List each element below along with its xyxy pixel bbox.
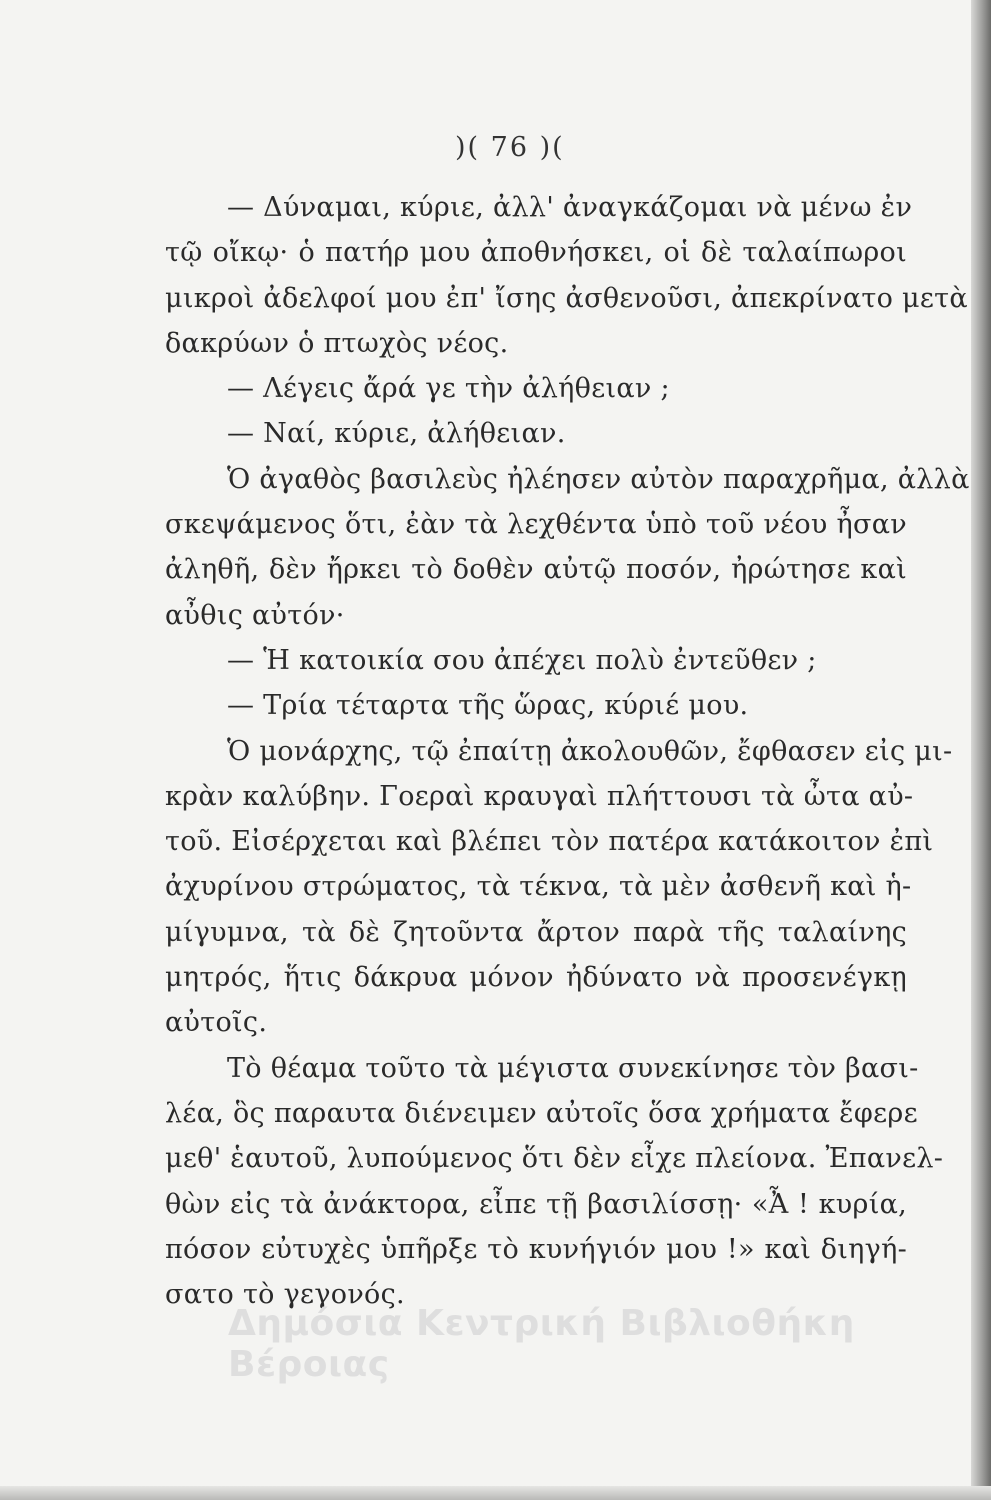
text-line: — Δύναμαι, κύριε, ἀλλ' ἀναγκάζομαι νὰ μένω ἐν [227, 192, 913, 223]
text-line: Τὸ θέαμα τοῦτο τὰ μέγιστα συνεκίνησε τὸν βασι- [227, 1052, 919, 1084]
text-line: ἀληθῆ, δὲν ἤρκει τὸ δοθὲν αὐτῷ ποσόν, ἠρώτησε καὶ [165, 554, 907, 586]
body-text [165, 185, 970, 1317]
text-line: λέα, ὃς παραυτα διένειμεν αὐτοῖς ὅσα χρήματα ἔφερε [165, 1097, 918, 1129]
text-line: μητρός, ἥτις δάκρυα μόνον ἠδύνατο νὰ προσενέγκῃ [165, 962, 907, 994]
text-line: τῷ οἴκῳ· ὁ πατήρ μου ἀποθνήσκει, οἱ δὲ ταλαίπωροι [165, 237, 907, 269]
text-line: σκεψάμενος ὅτι, ἐὰν τὰ λεχθέντα ὑπὸ τοῦ νέου ἦσαν [165, 509, 907, 541]
page-bottom-edge [0, 1486, 991, 1500]
text-line: μεθ' ἑαυτοῦ, λυπούμενος ὅτι δὲν εἶχε πλείονα. Ἐπανελ- [165, 1143, 944, 1175]
library-watermark: Δημόσια Κεντρική Βιβλιοθήκη Βέροιας [228, 1303, 855, 1385]
page-edge-shadow [971, 0, 991, 1500]
text-line: — Λέγεις ἄρά γε τὴν ἀλήθειαν ; [227, 373, 670, 405]
text-line: — Ἡ κατοικία σου ἀπέχει πολὺ ἐντεῦθεν ; [227, 644, 817, 676]
text-line: μικροὶ ἀδελφοί μου ἐπ' ἴσης ἀσθενοῦσι, ἀπεκρίνατο μετὰ [165, 282, 968, 314]
text-line: αὖθις αὐτόν· [165, 599, 345, 631]
text-line: θὼν εἰς τὰ ἀνάκτορα, εἶπε τῇ βασιλίσσῃ· «Ἆ ! κυρία, [165, 1188, 907, 1220]
text-line: — Τρία τέταρτα τῆς ὥρας, κύριέ μου. [227, 690, 749, 722]
text-line: πόσον εὐτυχὲς ὑπῆρξε τὸ κυνήγιόν μου !» καὶ διηγή- [165, 1233, 907, 1265]
text-line: δακρύων ὁ πτωχὸς νέος. [165, 327, 509, 359]
text-line: Ὁ μονάρχης, τῷ ἐπαίτῃ ἀκολουθῶν, ἔφθασεν εἰς μι- [227, 735, 953, 767]
text-line: ἀχυρίνου στρώματος, τὰ τέκνα, τὰ μὲν ἀσθενῆ καὶ ἡ- [165, 871, 912, 903]
text-line: μίγυμνα, τὰ δὲ ζητοῦντα ἄρτον παρὰ τῆς ταλαίνης [165, 916, 907, 948]
text-line: τοῦ. Εἰσέρχεται καὶ βλέπει τὸν πατέρα κατάκοιτον ἐπὶ [165, 826, 934, 858]
text-line: Ὁ ἀγαθὸς βασιλεὺς ἠλέησεν αὐτὸν παραχρῆμα, ἀλλὰ [227, 463, 970, 495]
text-line: αὐτοῖς. [165, 1007, 268, 1039]
text-line: — Ναί, κύριε, ἀλήθειαν. [227, 418, 566, 450]
text-line: σατο τὸ γεγονός. [165, 1279, 405, 1311]
text-line: κρὰν καλύβην. Γοεραὶ κραυγαὶ πλήττουσι τὰ ὦτα αὐ- [165, 780, 914, 812]
page-number: )( 76 )( [455, 132, 565, 163]
